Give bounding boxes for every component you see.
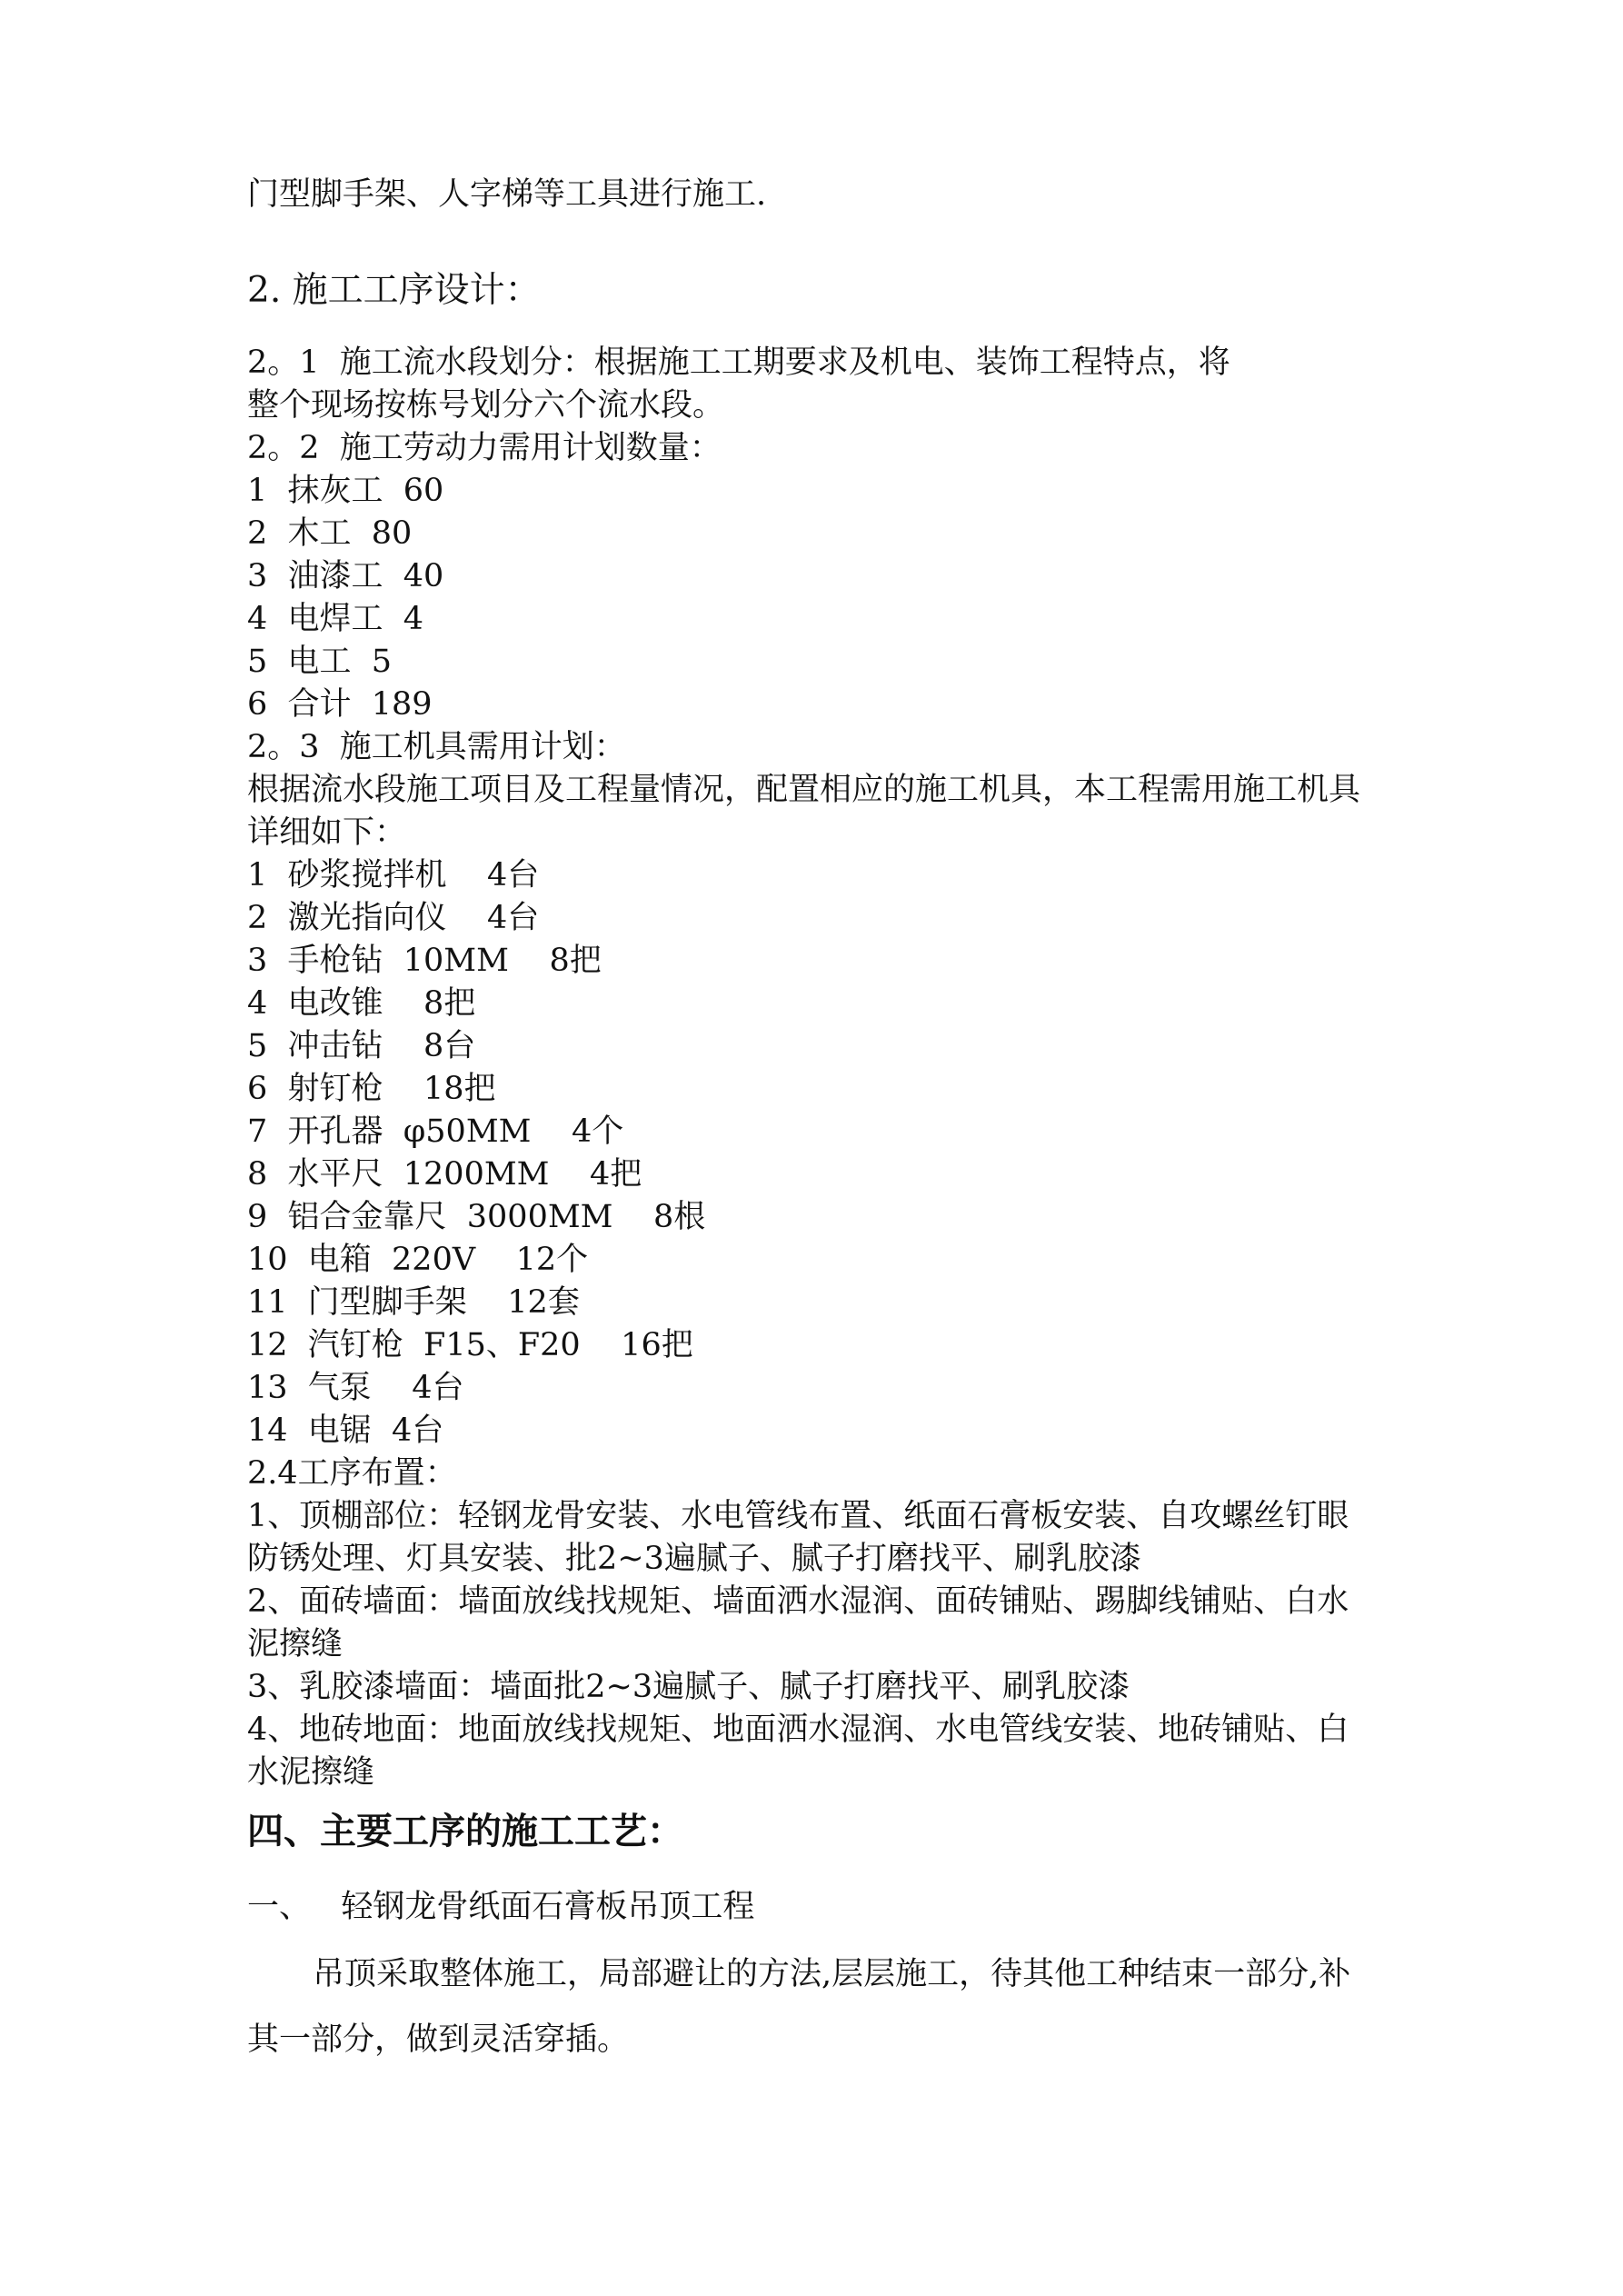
- intro-line: 门型脚手架、人字梯等工具进行施工.: [247, 176, 767, 213]
- process-line: 防锈处理、灯具安装、批2~3遍腻子、腻子打磨找平、刷乳胶漆: [247, 1541, 1141, 1577]
- labor-item: 4 电焊工 4: [247, 601, 424, 637]
- process-line: 泥擦缝: [247, 1626, 344, 1662]
- labor-item: 5 电工 5: [247, 644, 393, 680]
- paragraph-line-1: 吊顶采取整体施工，局部避让的方法,层层施工，待其他工种结束一部分,补: [313, 1956, 1351, 1992]
- s21-line-1: 2。1 施工流水段划分：根据施工工期要求及机电、装饰工程特点，将: [247, 344, 1230, 381]
- process-line: 1、顶棚部位：轻钢龙骨安装、水电管线布置、纸面石膏板安装、自攻螺丝钉眼: [247, 1498, 1349, 1534]
- tool-item: 11 门型脚手架 12套: [247, 1284, 580, 1321]
- tool-item: 7 开孔器 φ50MM 4个: [247, 1113, 624, 1150]
- labor-item: 2 木工 80: [247, 515, 413, 552]
- labor-item: 3 油漆工 40: [247, 558, 444, 594]
- section-4-title: 四、主要工序的施工工艺：: [247, 1811, 683, 1852]
- tool-item: 1 砂浆搅拌机 4台: [247, 857, 540, 893]
- tool-item: 12 汽钉枪 F15、F20 16把: [247, 1327, 693, 1363]
- process-line: 3、乳胶漆墙面：墙面批2~3遍腻子、腻子打磨找平、刷乳胶漆: [247, 1669, 1130, 1705]
- s23-title: 2。3 施工机具需用计划：: [247, 729, 626, 765]
- section-2-title: 2. 施工工序设计：: [247, 270, 541, 311]
- s21-line-2: 整个现场按栋号划分六个流水段。: [247, 387, 725, 424]
- s22-title: 2。2 施工劳动力需用计划数量：: [247, 430, 722, 466]
- tool-item: 2 激光指向仪 4台: [247, 900, 540, 936]
- tool-item: 10 电箱 220V 12个: [247, 1242, 589, 1278]
- paragraph-line-2: 其一部分，做到灵活穿插。: [247, 2021, 630, 2058]
- process-line: 2、面砖墙面：墙面放线找规矩、墙面洒水湿润、面砖铺贴、踢脚线铺贴、白水: [247, 1583, 1349, 1620]
- tool-item: 4 电改锥 8把: [247, 985, 476, 1022]
- tool-item: 3 手枪钻 10MM 8把: [247, 943, 602, 979]
- labor-item: 1 抹灰工 60: [247, 473, 444, 509]
- tool-item: 5 冲击钻 8台: [247, 1028, 476, 1064]
- process-line: 4、地砖地面：地面放线找规矩、地面洒水湿润、水电管线安装、地砖铺贴、白: [247, 1712, 1349, 1748]
- tool-item: 6 射钉枪 18把: [247, 1071, 496, 1107]
- process-line: 水泥擦缝: [247, 1754, 375, 1791]
- labor-total: 6 合计 189: [247, 686, 433, 723]
- s23-desc-1: 根据流水段施工项目及工程量情况，配置相应的施工机具，本工程需用施工机具: [247, 772, 1361, 808]
- tool-item: 13 气泵 4台: [247, 1370, 464, 1406]
- tool-item: 8 水平尺 1200MM 4把: [247, 1156, 642, 1193]
- subsection-1-title: 一、 轻钢龙骨纸面石膏板吊顶工程: [247, 1889, 755, 1925]
- tool-item: 14 电锯 4台: [247, 1413, 444, 1449]
- tool-item: 9 铝合金靠尺 3000MM 8根: [247, 1199, 706, 1235]
- s23-desc-2: 详细如下：: [247, 814, 407, 851]
- s24-title: 2.4工序布置：: [247, 1455, 457, 1492]
